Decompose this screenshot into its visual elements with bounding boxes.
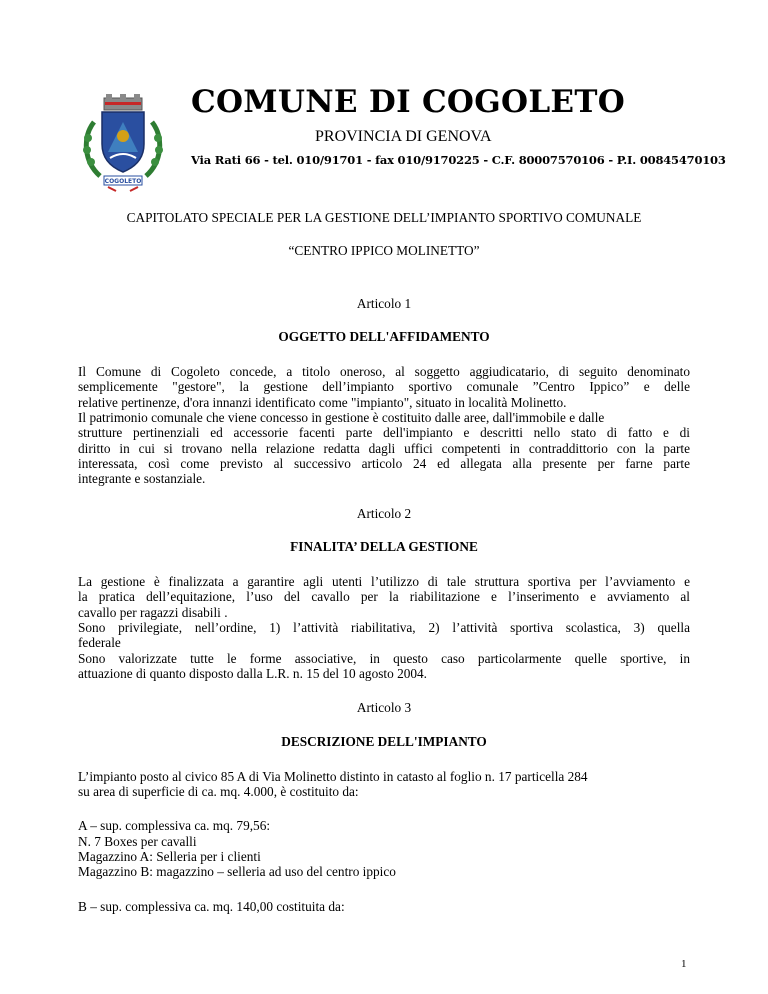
svg-text:COGOLETO: COGOLETO xyxy=(104,178,142,185)
article-heading: FINALITA’ DELLA GESTIONE xyxy=(290,538,478,554)
paragraph-line: semplicemente "gestore", la gestione dell’impianto sportivo comunale ”Centro Ippico” e delle xyxy=(78,379,690,395)
document-subtitle: “CENTRO IPPICO MOLINETTO” xyxy=(288,243,480,259)
paragraph-line: diritto in cui si trovano nella relazione redatta dagli uffici competenti in contraddittorio con la parte xyxy=(78,440,690,456)
paragraph-line: federale xyxy=(78,635,121,651)
paragraph-line: attuazione di quanto disposto dalla L.R. n. 15 del 10 agosto 2004. xyxy=(78,665,427,681)
article-heading: DESCRIZIONE DELL'IMPIANTO xyxy=(281,733,487,749)
paragraph-line: Il Comune di Cogoleto concede, a titolo oneroso, al soggetto aggiudicatario, di seguito denominato xyxy=(78,364,690,380)
paragraph-line: Sono valorizzate tutte le forme associative, in questo caso particolarmente quelle sportive, in xyxy=(78,650,690,666)
paragraph-line: cavallo per ragazzi disabili . xyxy=(78,604,228,620)
paragraph-line: La gestione è finalizzata a garantire agli utenti l’utilizzo di tale struttura sportiva per l’avviamento e xyxy=(78,574,690,590)
municipal-crest-logo xyxy=(78,92,168,192)
letterhead xyxy=(78,82,726,192)
paragraph-line: la pratica dell’equitazione, l’uso del cavallo per la riabilitazione e l’inserimento e avviamento al xyxy=(78,589,690,605)
municipality-name: COMUNE DI COGOLETO xyxy=(191,84,626,120)
letterhead-text xyxy=(191,82,751,167)
paragraph-line: Magazzino B: magazzino – selleria ad uso del centro ippico xyxy=(78,864,396,880)
article-list-block xyxy=(78,899,690,914)
article-label: Articolo 1 xyxy=(356,295,412,311)
article-list-block xyxy=(78,818,690,879)
article-label: Articolo 3 xyxy=(356,700,412,716)
document-title: CAPITOLATO SPECIALE PER LA GESTIONE DELL’IMPIANTO SPORTIVO COMUNALE xyxy=(126,210,642,225)
paragraph-line: su area di superficie di ca. mq. 4.000, è costituito da: xyxy=(78,784,359,800)
paragraph-line: B – sup. complessiva ca. mq. 140,00 costituita da: xyxy=(78,898,345,914)
article-paragraph xyxy=(78,769,690,800)
page-number: 1 xyxy=(681,958,687,970)
article-label: Articolo 2 xyxy=(356,505,412,521)
municipality-address: Via Rati 66 - tel. 010/91701 - fax 010/9170225 - C.F. 80007570106 - P.I. 00845470103 xyxy=(191,153,726,167)
article-paragraph xyxy=(78,574,690,681)
paragraph-line: A – sup. complessiva ca. mq. 79,56: xyxy=(78,818,271,834)
paragraph-line: Sono privilegiate, nell’ordine, 1) l’attività riabilitativa, 2) l’attività sportiva scolastica, 3) quella xyxy=(78,620,690,636)
paragraph-line: interessata, così come previsto al successivo articolo 24 ed allegata alla presente per farne parte xyxy=(78,455,690,471)
paragraph-line: relative pertinenze, d'ora innanzi identificato come "impianto", situato in località Molinetto. xyxy=(78,394,567,410)
paragraph-line: Magazzino A: Selleria per i clienti xyxy=(78,849,261,865)
article-paragraph xyxy=(78,364,690,486)
paragraph-line: integrante e sostanziale. xyxy=(78,471,206,487)
paragraph-line: strutture pertinenziali ed accessorie facenti parte dell'impianto e descritti nello stato di fatto e di xyxy=(78,425,690,441)
paragraph-line: Il patrimonio comunale che viene concesso in gestione è costituito dalle aree, dall'immobile e dalle xyxy=(78,410,605,426)
paragraph-line: N. 7 Boxes per cavalli xyxy=(78,833,197,849)
article-heading: OGGETTO DELL'AFFIDAMENTO xyxy=(278,328,490,344)
document-body xyxy=(78,210,690,914)
province-name: PROVINCIA DI GENOVA xyxy=(315,128,492,145)
paragraph-line: L’impianto posto al civico 85 A di Via Molinetto distinto in catasto al foglio n. 17 particella 284 xyxy=(78,768,588,784)
